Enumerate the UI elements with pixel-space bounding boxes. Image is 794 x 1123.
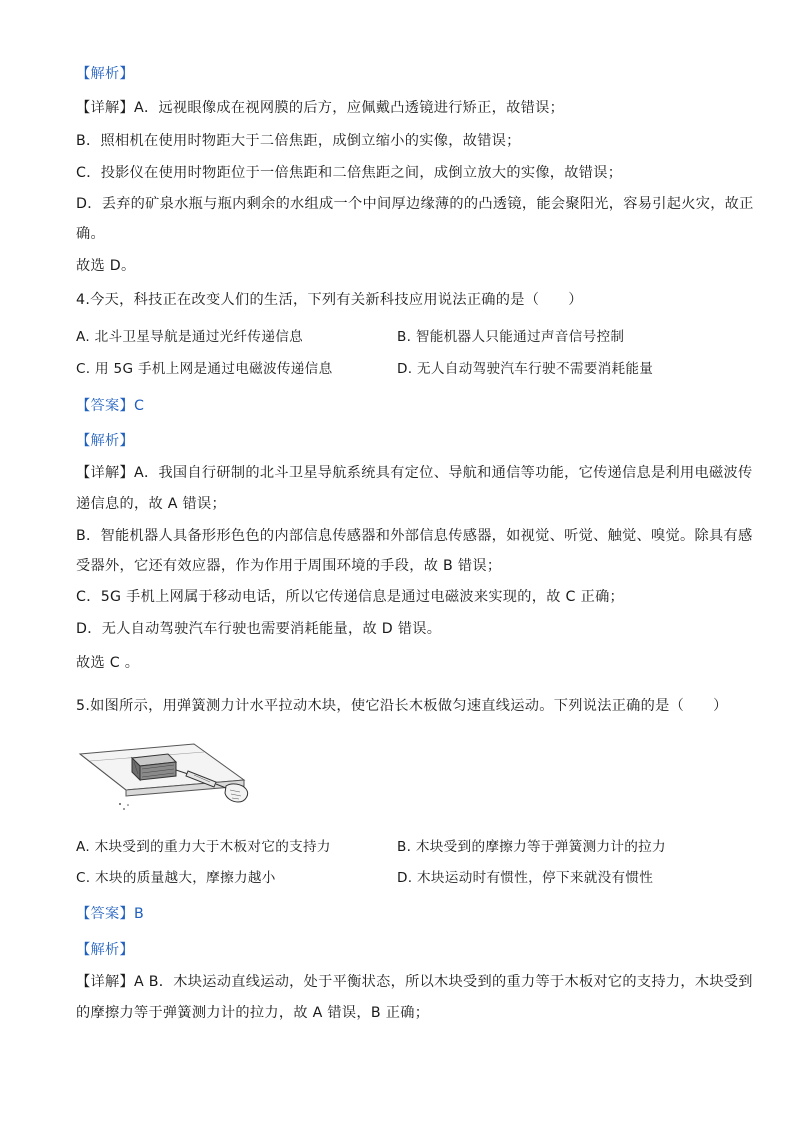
q3-detail-a: 【详解】A．远视眼像成在视网膜的后方，应佩戴凸透镜进行矫正，故错误； xyxy=(76,100,565,116)
q4-analysis-label: 【解析】 xyxy=(76,433,134,449)
q4-detail-a-line1: 【详解】A．我国自行研制的北斗卫星导航系统具有定位、导航和通信等功能，它传递信息是利用电磁波传 xyxy=(76,465,753,481)
q5-option-d: D. 木块运动时有惯性，停下来就没有惯性 xyxy=(397,870,654,886)
q4-choose: 故选 C 。 xyxy=(76,655,140,671)
q4-option-c: C. 用 5G 手机上网是通过电磁波传递信息 xyxy=(76,361,333,377)
q4-detail-c: C．5G 手机上网属于移动电话，所以它传递信息是通过电磁波来实现的，故 C 正确； xyxy=(76,589,625,605)
spring-scale-block-figure xyxy=(76,734,258,818)
hand-icon xyxy=(225,784,248,802)
q4-detail-a-line2: 递信息的，故 A 错误； xyxy=(76,496,227,512)
q3-detail-d-line2: 确。 xyxy=(76,226,105,242)
q3-detail-c: C．投影仪在使用时物距位于一倍焦距和二倍焦距之间，成倒立放大的实像，故错误； xyxy=(76,165,623,181)
q4-detail-d: D．无人自动驾驶汽车行驶也需要消耗能量，故 D 错误。 xyxy=(76,621,442,637)
dust-specks xyxy=(119,803,129,810)
q5-answer: 【答案】B xyxy=(76,906,144,922)
q4-detail-b-line1: B．智能机器人具备形形色色的内部信息传感器和外部信息传感器，如视觉、听觉、触觉、嗅觉。除具有感 xyxy=(76,528,753,544)
q3-choose: 故选 D。 xyxy=(76,258,136,274)
wooden-block xyxy=(132,754,176,780)
q5-detail-ab-line2: 的摩擦力等于弹簧测力计的拉力，故 A 错误，B 正确； xyxy=(76,1005,430,1021)
q4-detail-b-line2: 受器外，它还有效应器，作为作用于周围环境的手段，故 B 错误； xyxy=(76,558,502,574)
q3-detail-d-line1: D．丢弃的矿泉水瓶与瓶内剩余的水组成一个中间厚边缘薄的的凸透镜，能会聚阳光，容易引起火灾，故正 xyxy=(76,196,754,212)
q4-answer: 【答案】C xyxy=(76,398,145,414)
q4-option-b: B. 智能机器人只能通过声音信号控制 xyxy=(397,329,625,345)
q4-stem: 4.今天，科技正在改变人们的生活，下列有关新科技应用说法正确的是（ ） xyxy=(76,292,583,308)
q4-option-d: D. 无人自动驾驶汽车行驶不需要消耗能量 xyxy=(397,361,654,377)
q5-option-b: B. 木块受到的摩擦力等于弹簧测力计的拉力 xyxy=(397,839,666,855)
q4-option-a: A. 北斗卫星导航是通过光纤传递信息 xyxy=(76,329,304,345)
q5-option-a: A. 木块受到的重力大于木板对它的支持力 xyxy=(76,839,331,855)
q5-detail-ab-line1: 【详解】A B．木块运动直线运动，处于平衡状态，所以木块受到的重力等于木板对它的支持力，木块受到 xyxy=(76,974,753,990)
q5-stem: 5.如图所示，用弹簧测力计水平拉动木块，使它沿长木板做匀速直线运动。下列说法正确的是（ ） xyxy=(76,698,728,714)
q5-option-c: C. 木块的质量越大，摩擦力越小 xyxy=(76,870,276,886)
q3-detail-b: B．照相机在使用时物距大于二倍焦距，成倒立缩小的实像，故错误； xyxy=(76,133,521,149)
q3-analysis-label: 【解析】 xyxy=(76,66,134,82)
q5-analysis-label: 【解析】 xyxy=(76,942,134,958)
